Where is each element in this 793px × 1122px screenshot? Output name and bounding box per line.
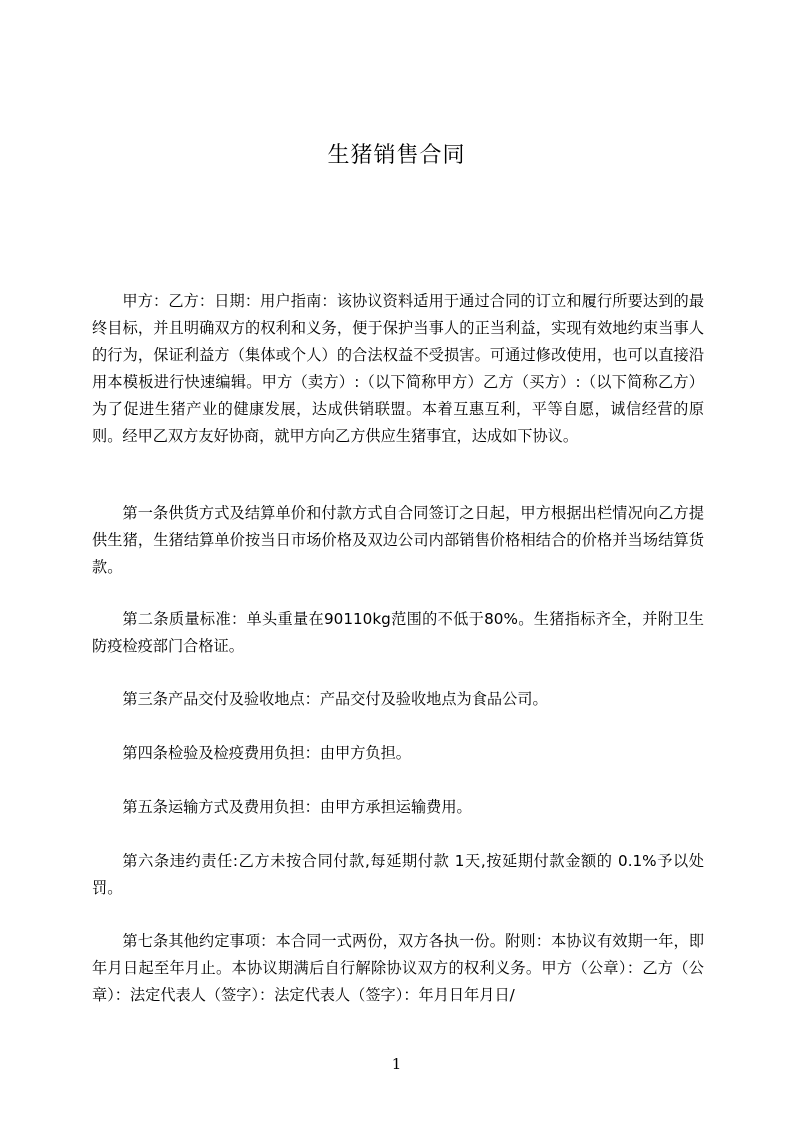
paragraph-article-7: 第七条其他约定事项：本合同一式两份，双方各执一份。附则：本协议有效期一年，即年月日起至年月止。本协议期满后自行解除协议双方的权利义务。甲方（公章）：乙方（公章）：法定代表人（签字）：法定代表人（签字）：年月日年月日/ <box>92 932 704 1004</box>
paragraph-article-2: 第二条质量标准：单头重量在90110kg范围的不低于80%。生猪指标齐全，并附卫生防疫检疫部门合格证。 <box>92 610 704 655</box>
paragraph-article-3: 第三条产品交付及验收地点：产品交付及验收地点为食品公司。 <box>122 690 548 708</box>
page-number: 1 <box>391 1055 402 1073</box>
page-title: 生猪销售合同 <box>327 143 466 168</box>
paragraph-article-4: 第四条检验及检疫费用负担：由甲方负担。 <box>122 744 411 762</box>
paragraph-article-1: 第一条供货方式及结算单价和付款方式自合同签订之日起，甲方根据出栏情况向乙方提供生猪，生猪结算单价按当日市场价格及双边公司内部销售价格相结合的价格并当场结算货款。 <box>92 504 704 576</box>
paragraph-preamble: 甲方：乙方：日期：用户指南：该协议资料适用于通过合同的订立和履行所要达到的最终目标，并且明确双方的权利和义务，便于保护当事人的正当利益，实现有效地约束当事人的行为，保证利益方（集体或个人）的合法权益不受损害。可通过修改使用，也可以直接沿用本模板进行快速编辑。甲方（卖方）:（以下简称甲方）乙方（买方）:（以下简称乙方）为了促进生猪产业的健康发展，达成供销联盟。本着互惠互利，平等自愿，诚信经营的原则。经甲乙双方友好协商，就甲方向乙方供应生猪事宜，达成如下协议。 <box>92 292 704 445</box>
paragraph-article-5: 第五条运输方式及费用负担：由甲方承担运输费用。 <box>122 798 472 816</box>
paragraph-article-6: 第六条违约责任:乙方未按合同付款,每延期付款 1天,按延期付款金额的 0.1%予以处罚。 <box>92 852 704 897</box>
